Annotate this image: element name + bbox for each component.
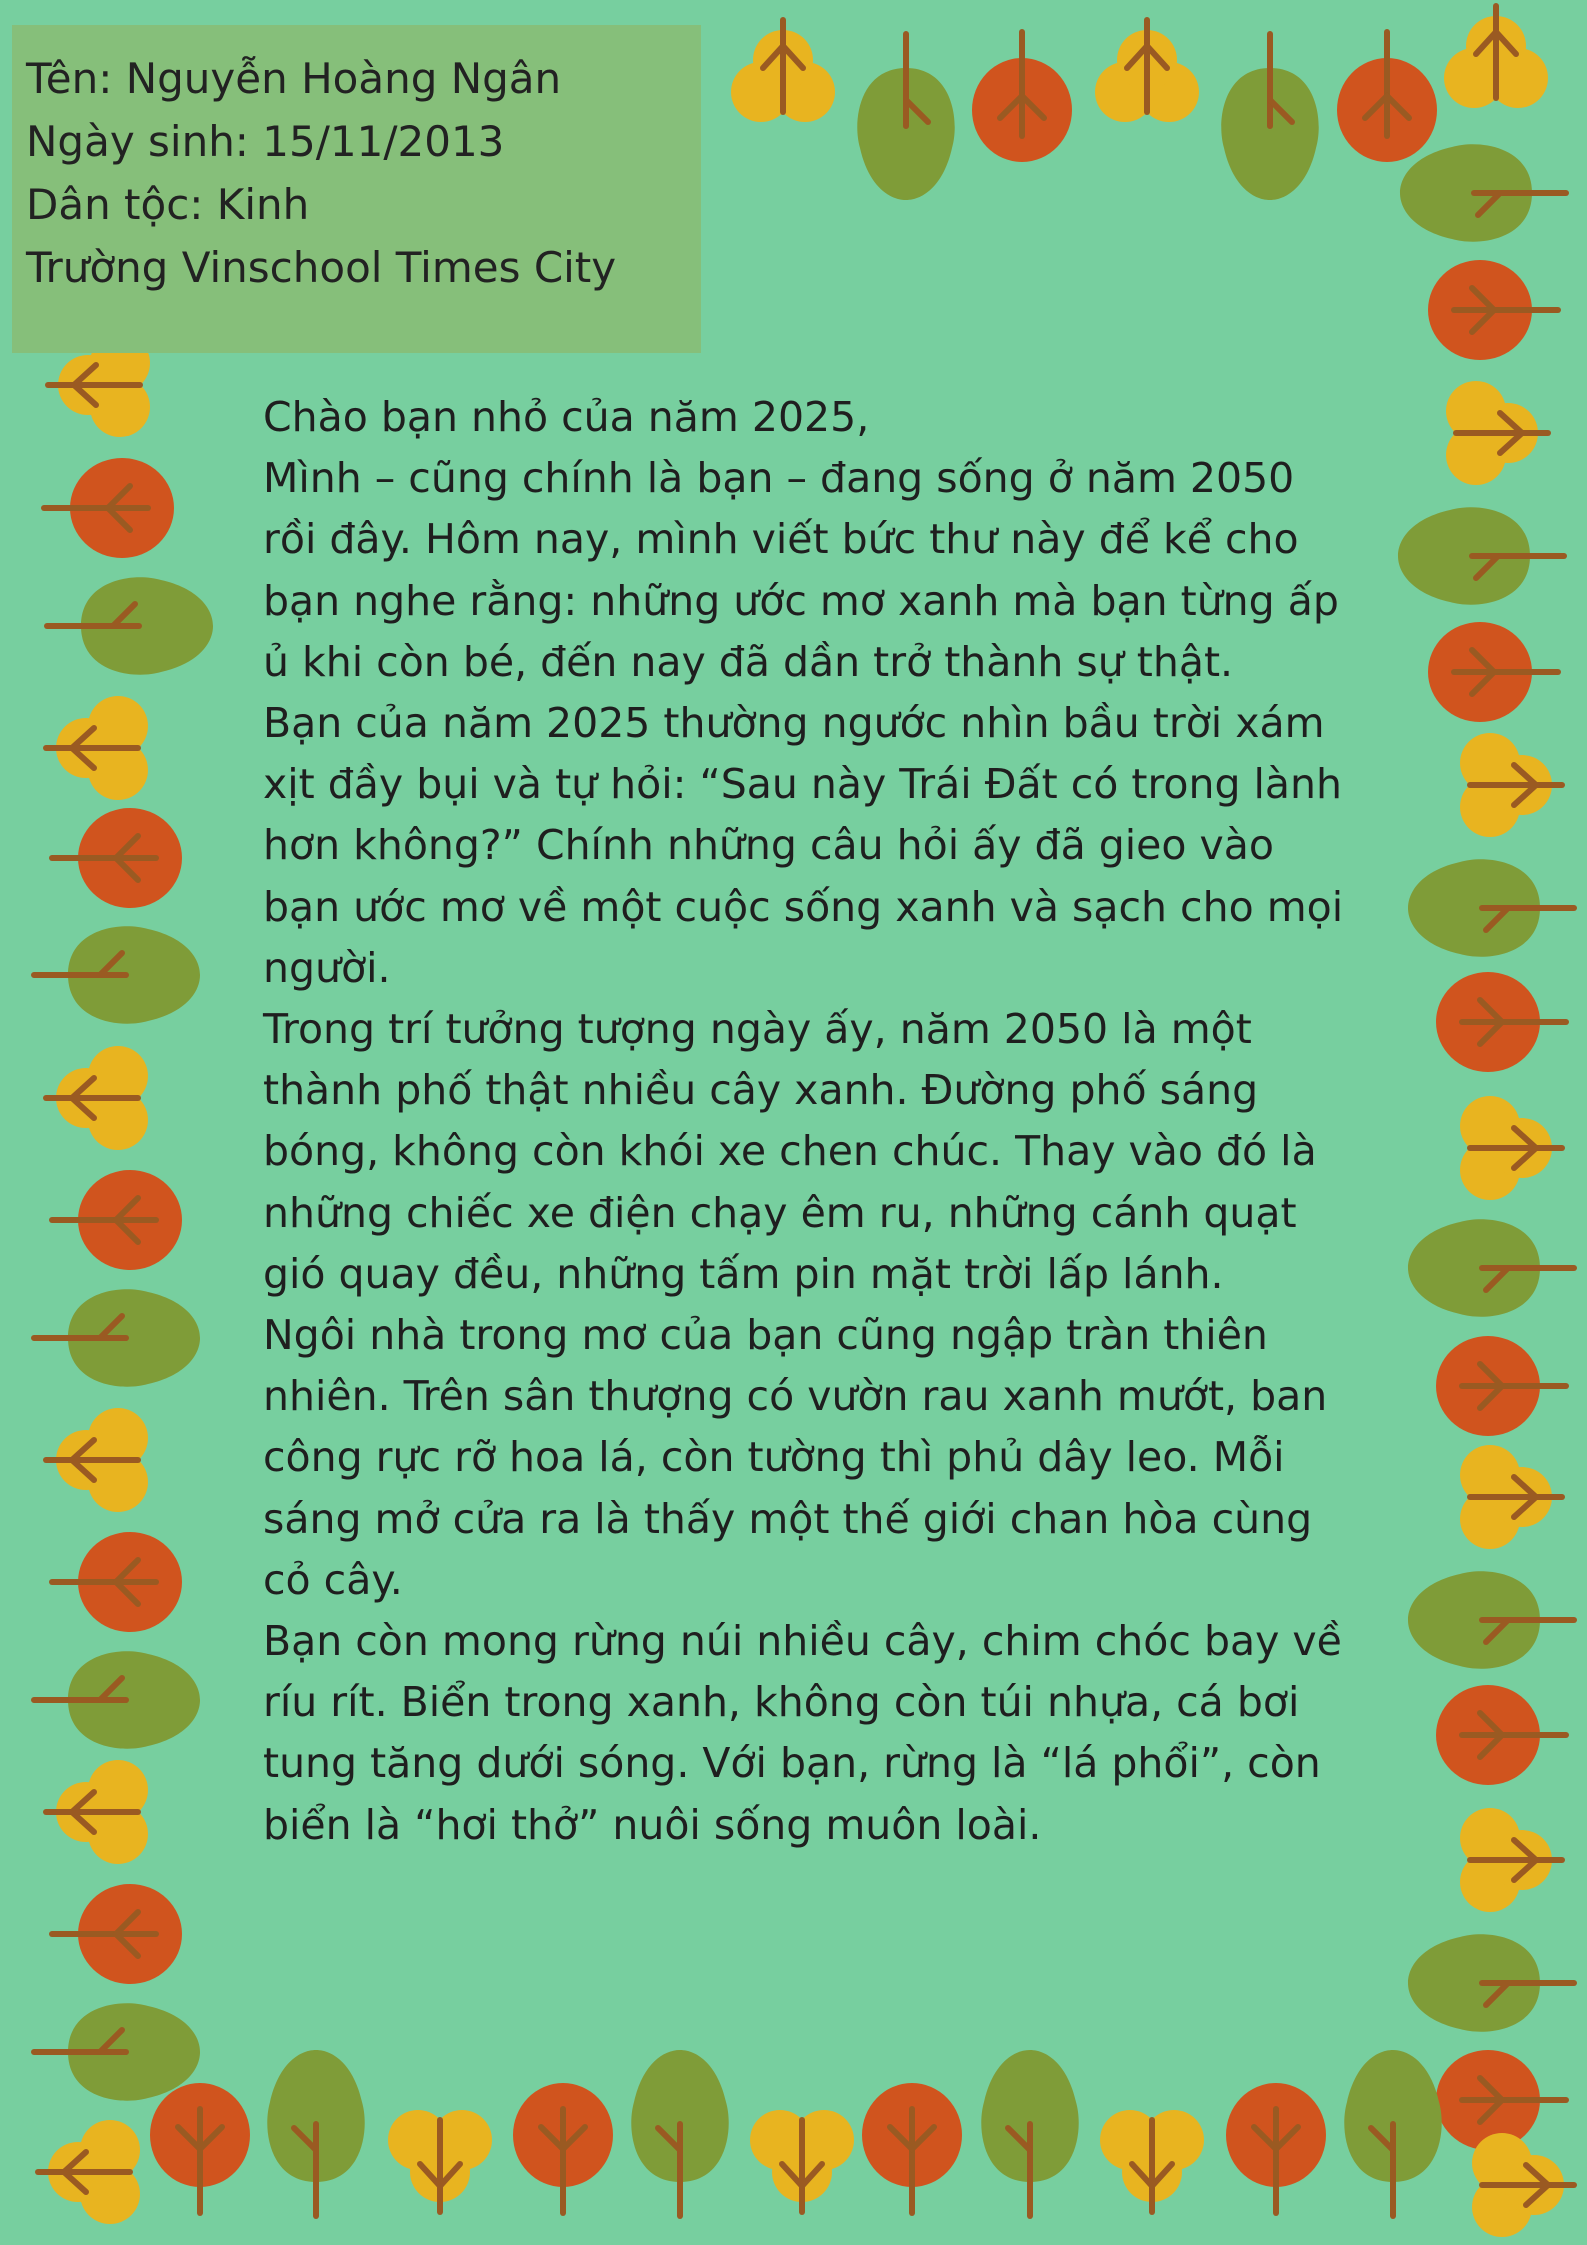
- letter-paragraph: Ngôi nhà trong mơ của bạn cũng ngập tràn thiên nhiên. Trên sân thượng có vườn rau xanh mướt, ban công rực rỡ hoa lá, còn tường thì phủ dây leo. Mỗi sáng mở cửa ra là thấy một thế giới chan hòa cùng cỏ cây.: [263, 1311, 1328, 1604]
- student-name: Tên: Nguyễn Hoàng Ngân: [26, 54, 562, 103]
- letter-greeting: Chào bạn nhỏ của năm 2025,: [263, 393, 870, 441]
- student-school: Trường Vinschool Times City: [26, 243, 617, 292]
- student-ethnicity: Dân tộc: Kinh: [26, 180, 310, 229]
- letter-body: [263, 387, 1353, 1856]
- letter-paragraph: Bạn còn mong rừng núi nhiều cây, chim chóc bay về ríu rít. Biển trong xanh, không còn túi nhựa, cá bơi tung tăng dưới sóng. Với bạn, rừng là “lá phổi”, còn biển là “hơi thở” nuôi sống muôn loài.: [263, 1617, 1342, 1849]
- student-birthday: Ngày sinh: 15/11/2013: [26, 117, 505, 166]
- letter-paragraph: Mình – cũng chính là bạn – đang sống ở năm 2050 rồi đây. Hôm nay, mình viết bức thư này để kể cho bạn nghe rằng: những ước mơ xanh mà bạn từng ấp ủ khi còn bé, đến nay đã dần trở thành sự thật.: [263, 454, 1339, 686]
- student-info-box: [12, 25, 701, 353]
- letter-paragraph: Trong trí tưởng tượng ngày ấy, năm 2050 là một thành phố thật nhiều cây xanh. Đường phố sáng bóng, không còn khói xe chen chúc. Thay vào đó là những chiếc xe điện chạy êm ru, những cánh quạt gió quay đều, những tấm pin mặt trời lấp lánh.: [263, 1005, 1317, 1298]
- letter-paragraph: Bạn của năm 2025 thường ngước nhìn bầu trời xám xịt đầy bụi và tự hỏi: “Sau này Trái Đất có trong lành hơn không?” Chính những câu hỏi ấy đã gieo vào bạn ước mơ về một cuộc sống xanh và sạch cho mọi người.: [263, 699, 1344, 992]
